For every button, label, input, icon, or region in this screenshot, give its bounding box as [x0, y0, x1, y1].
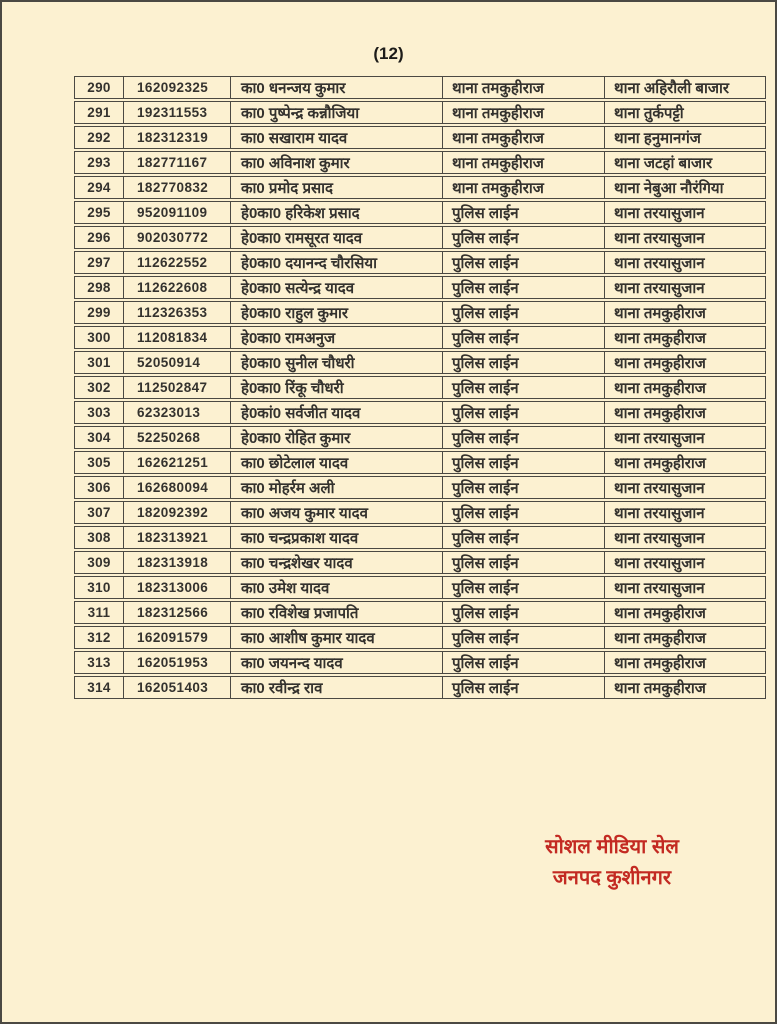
name-cell: का0 रविशेख प्रजापति — [231, 601, 443, 624]
serial-number-cell: 301 — [74, 351, 124, 374]
name-cell: का0 जयनन्द यादव — [231, 651, 443, 674]
thana-cell: थाना तमकुहीराज — [605, 401, 766, 424]
personnel-table — [74, 74, 766, 701]
name-cell: का0 मोहर्रम अली — [231, 476, 443, 499]
table-row — [74, 101, 766, 124]
table-row — [74, 176, 766, 199]
id-number-cell: 162091579 — [124, 626, 231, 649]
page-number: (12) — [373, 44, 404, 63]
id-number-cell: 182312319 — [124, 126, 231, 149]
id-number-cell: 182092392 — [124, 501, 231, 524]
thana-cell: थाना तमकुहीराज — [605, 301, 766, 324]
name-cell: हे0का0 सुनील चौधरी — [231, 351, 443, 374]
serial-number-cell: 294 — [74, 176, 124, 199]
table-row — [74, 126, 766, 149]
posting-cell: थाना तमकुहीराज — [443, 151, 605, 174]
serial-number-cell: 299 — [74, 301, 124, 324]
id-number-cell: 162092325 — [124, 76, 231, 99]
id-number-cell: 162051953 — [124, 651, 231, 674]
name-cell: का0 छोटेलाल यादव — [231, 451, 443, 474]
id-number-cell: 62323013 — [124, 401, 231, 424]
serial-number-cell: 300 — [74, 326, 124, 349]
posting-cell: पुलिस लाईन — [443, 201, 605, 224]
posting-cell: थाना तमकुहीराज — [443, 176, 605, 199]
name-cell: का0 धनन्जय कुमार — [231, 76, 443, 99]
serial-number-cell: 291 — [74, 101, 124, 124]
posting-cell: थाना तमकुहीराज — [443, 126, 605, 149]
id-number-cell: 162680094 — [124, 476, 231, 499]
serial-number-cell: 290 — [74, 76, 124, 99]
serial-number-cell: 313 — [74, 651, 124, 674]
id-number-cell: 112622608 — [124, 276, 231, 299]
name-cell: का0 आशीष कुमार यादव — [231, 626, 443, 649]
name-cell: का0 अजय कुमार यादव — [231, 501, 443, 524]
name-cell: हे0का0 सत्येन्द्र यादव — [231, 276, 443, 299]
table-row — [74, 251, 766, 274]
thana-cell: थाना जटहां बाजार — [605, 151, 766, 174]
table-row — [74, 276, 766, 299]
table-row — [74, 326, 766, 349]
thana-cell: थाना तमकुहीराज — [605, 676, 766, 699]
table-row — [74, 576, 766, 599]
thana-cell: थाना तमकुहीराज — [605, 651, 766, 674]
serial-number-cell: 298 — [74, 276, 124, 299]
id-number-cell: 162051403 — [124, 676, 231, 699]
name-cell: का0 प्रमोद प्रसाद — [231, 176, 443, 199]
table-row — [74, 201, 766, 224]
id-number-cell: 182313918 — [124, 551, 231, 574]
id-number-cell: 182312566 — [124, 601, 231, 624]
thana-cell: थाना हनुमानगंज — [605, 126, 766, 149]
serial-number-cell: 312 — [74, 626, 124, 649]
thana-cell: थाना अहिरौली बाजार — [605, 76, 766, 99]
serial-number-cell: 302 — [74, 376, 124, 399]
posting-cell: पुलिस लाईन — [443, 501, 605, 524]
thana-cell: थाना तरयासुजान — [605, 551, 766, 574]
posting-cell: पुलिस लाईन — [443, 326, 605, 349]
serial-number-cell: 311 — [74, 601, 124, 624]
personnel-table-body — [74, 76, 766, 699]
serial-number-cell: 293 — [74, 151, 124, 174]
id-number-cell: 52250268 — [124, 426, 231, 449]
name-cell: का0 उमेश यादव — [231, 576, 443, 599]
id-number-cell: 112081834 — [124, 326, 231, 349]
thana-cell: थाना तमकुहीराज — [605, 326, 766, 349]
name-cell: का0 चन्द्रप्रकाश यादव — [231, 526, 443, 549]
posting-cell: पुलिस लाईन — [443, 376, 605, 399]
name-cell: हे0कां0 सर्वजीत यादव — [231, 401, 443, 424]
thana-cell: थाना नेबुआ नौरंगिया — [605, 176, 766, 199]
name-cell: का0 पुष्पेन्द्र कन्नौजिया — [231, 101, 443, 124]
posting-cell: पुलिस लाईन — [443, 526, 605, 549]
thana-cell: थाना तरयासुजान — [605, 426, 766, 449]
id-number-cell: 52050914 — [124, 351, 231, 374]
table-row — [74, 226, 766, 249]
thana-cell: थाना तरयासुजान — [605, 501, 766, 524]
table-row — [74, 501, 766, 524]
thana-cell: थाना तरयासुजान — [605, 476, 766, 499]
thana-cell: थाना तमकुहीराज — [605, 626, 766, 649]
id-number-cell: 112622552 — [124, 251, 231, 274]
name-cell: हे0का0 रिंकू चौधरी — [231, 376, 443, 399]
thana-cell: थाना तरयासुजान — [605, 576, 766, 599]
posting-cell: थाना तमकुहीराज — [443, 76, 605, 99]
thana-cell: थाना तरयासुजान — [605, 201, 766, 224]
serial-number-cell: 303 — [74, 401, 124, 424]
name-cell: का0 चन्द्रशेखर यादव — [231, 551, 443, 574]
footer-district-line: जनपद कुशीनगर — [552, 867, 672, 889]
table-row — [74, 376, 766, 399]
name-cell: हे0का0 रोहित कुमार — [231, 426, 443, 449]
thana-cell: थाना तरयासुजान — [605, 276, 766, 299]
posting-cell: पुलिस लाईन — [443, 301, 605, 324]
posting-cell: पुलिस लाईन — [443, 576, 605, 599]
posting-cell: पुलिस लाईन — [443, 551, 605, 574]
id-number-cell: 182313921 — [124, 526, 231, 549]
table-row — [74, 651, 766, 674]
serial-number-cell: 308 — [74, 526, 124, 549]
id-number-cell: 162621251 — [124, 451, 231, 474]
name-cell: का0 सखाराम यादव — [231, 126, 443, 149]
id-number-cell: 182313006 — [124, 576, 231, 599]
id-number-cell: 182771167 — [124, 151, 231, 174]
thana-cell: थाना तमकुहीराज — [605, 351, 766, 374]
footer-social-media-cell-line: सोशल मीडिया सेल — [545, 836, 679, 858]
table-row — [74, 151, 766, 174]
posting-cell: पुलिस लाईन — [443, 651, 605, 674]
serial-number-cell: 310 — [74, 576, 124, 599]
table-row — [74, 301, 766, 324]
table-row — [74, 401, 766, 424]
table-row — [74, 551, 766, 574]
serial-number-cell: 295 — [74, 201, 124, 224]
id-number-cell: 182770832 — [124, 176, 231, 199]
table-row — [74, 676, 766, 699]
posting-cell: पुलिस लाईन — [443, 451, 605, 474]
name-cell: हे0का0 हरिकेश प्रसाद — [231, 201, 443, 224]
thana-cell: थाना तरयासुजान — [605, 226, 766, 249]
serial-number-cell: 309 — [74, 551, 124, 574]
posting-cell: पुलिस लाईन — [443, 426, 605, 449]
thana-cell: थाना तमकुहीराज — [605, 376, 766, 399]
name-cell: हे0का0 रामअनुज — [231, 326, 443, 349]
table-row — [74, 76, 766, 99]
name-cell: हे0का0 दयानन्द चौरसिया — [231, 251, 443, 274]
name-cell: का0 रवीन्द्र राव — [231, 676, 443, 699]
id-number-cell: 192311553 — [124, 101, 231, 124]
posting-cell: पुलिस लाईन — [443, 676, 605, 699]
table-row — [74, 526, 766, 549]
thana-cell: थाना तरयासुजान — [605, 251, 766, 274]
id-number-cell: 952091109 — [124, 201, 231, 224]
footer-signature — [457, 832, 767, 894]
name-cell: का0 अविनाश कुमार — [231, 151, 443, 174]
posting-cell: पुलिस लाईन — [443, 226, 605, 249]
thana-cell: थाना तुर्कपट्टी — [605, 101, 766, 124]
name-cell: हे0का0 राहुल कुमार — [231, 301, 443, 324]
table-row — [74, 451, 766, 474]
table-row — [74, 626, 766, 649]
serial-number-cell: 305 — [74, 451, 124, 474]
posting-cell: पुलिस लाईन — [443, 601, 605, 624]
serial-number-cell: 314 — [74, 676, 124, 699]
posting-cell: पुलिस लाईन — [443, 401, 605, 424]
table-row — [74, 426, 766, 449]
serial-number-cell: 297 — [74, 251, 124, 274]
posting-cell: पुलिस लाईन — [443, 626, 605, 649]
serial-number-cell: 306 — [74, 476, 124, 499]
serial-number-cell: 292 — [74, 126, 124, 149]
posting-cell: थाना तमकुहीराज — [443, 101, 605, 124]
table-row — [74, 476, 766, 499]
table-row — [74, 601, 766, 624]
table-row — [74, 351, 766, 374]
id-number-cell: 112502847 — [124, 376, 231, 399]
posting-cell: पुलिस लाईन — [443, 476, 605, 499]
posting-cell: पुलिस लाईन — [443, 351, 605, 374]
thana-cell: थाना तरयासुजान — [605, 526, 766, 549]
posting-cell: पुलिस लाईन — [443, 251, 605, 274]
id-number-cell: 902030772 — [124, 226, 231, 249]
thana-cell: थाना तमकुहीराज — [605, 451, 766, 474]
posting-cell: पुलिस लाईन — [443, 276, 605, 299]
serial-number-cell: 296 — [74, 226, 124, 249]
serial-number-cell: 307 — [74, 501, 124, 524]
serial-number-cell: 304 — [74, 426, 124, 449]
thana-cell: थाना तमकुहीराज — [605, 601, 766, 624]
name-cell: हे0का0 रामसूरत यादव — [231, 226, 443, 249]
id-number-cell: 112326353 — [124, 301, 231, 324]
